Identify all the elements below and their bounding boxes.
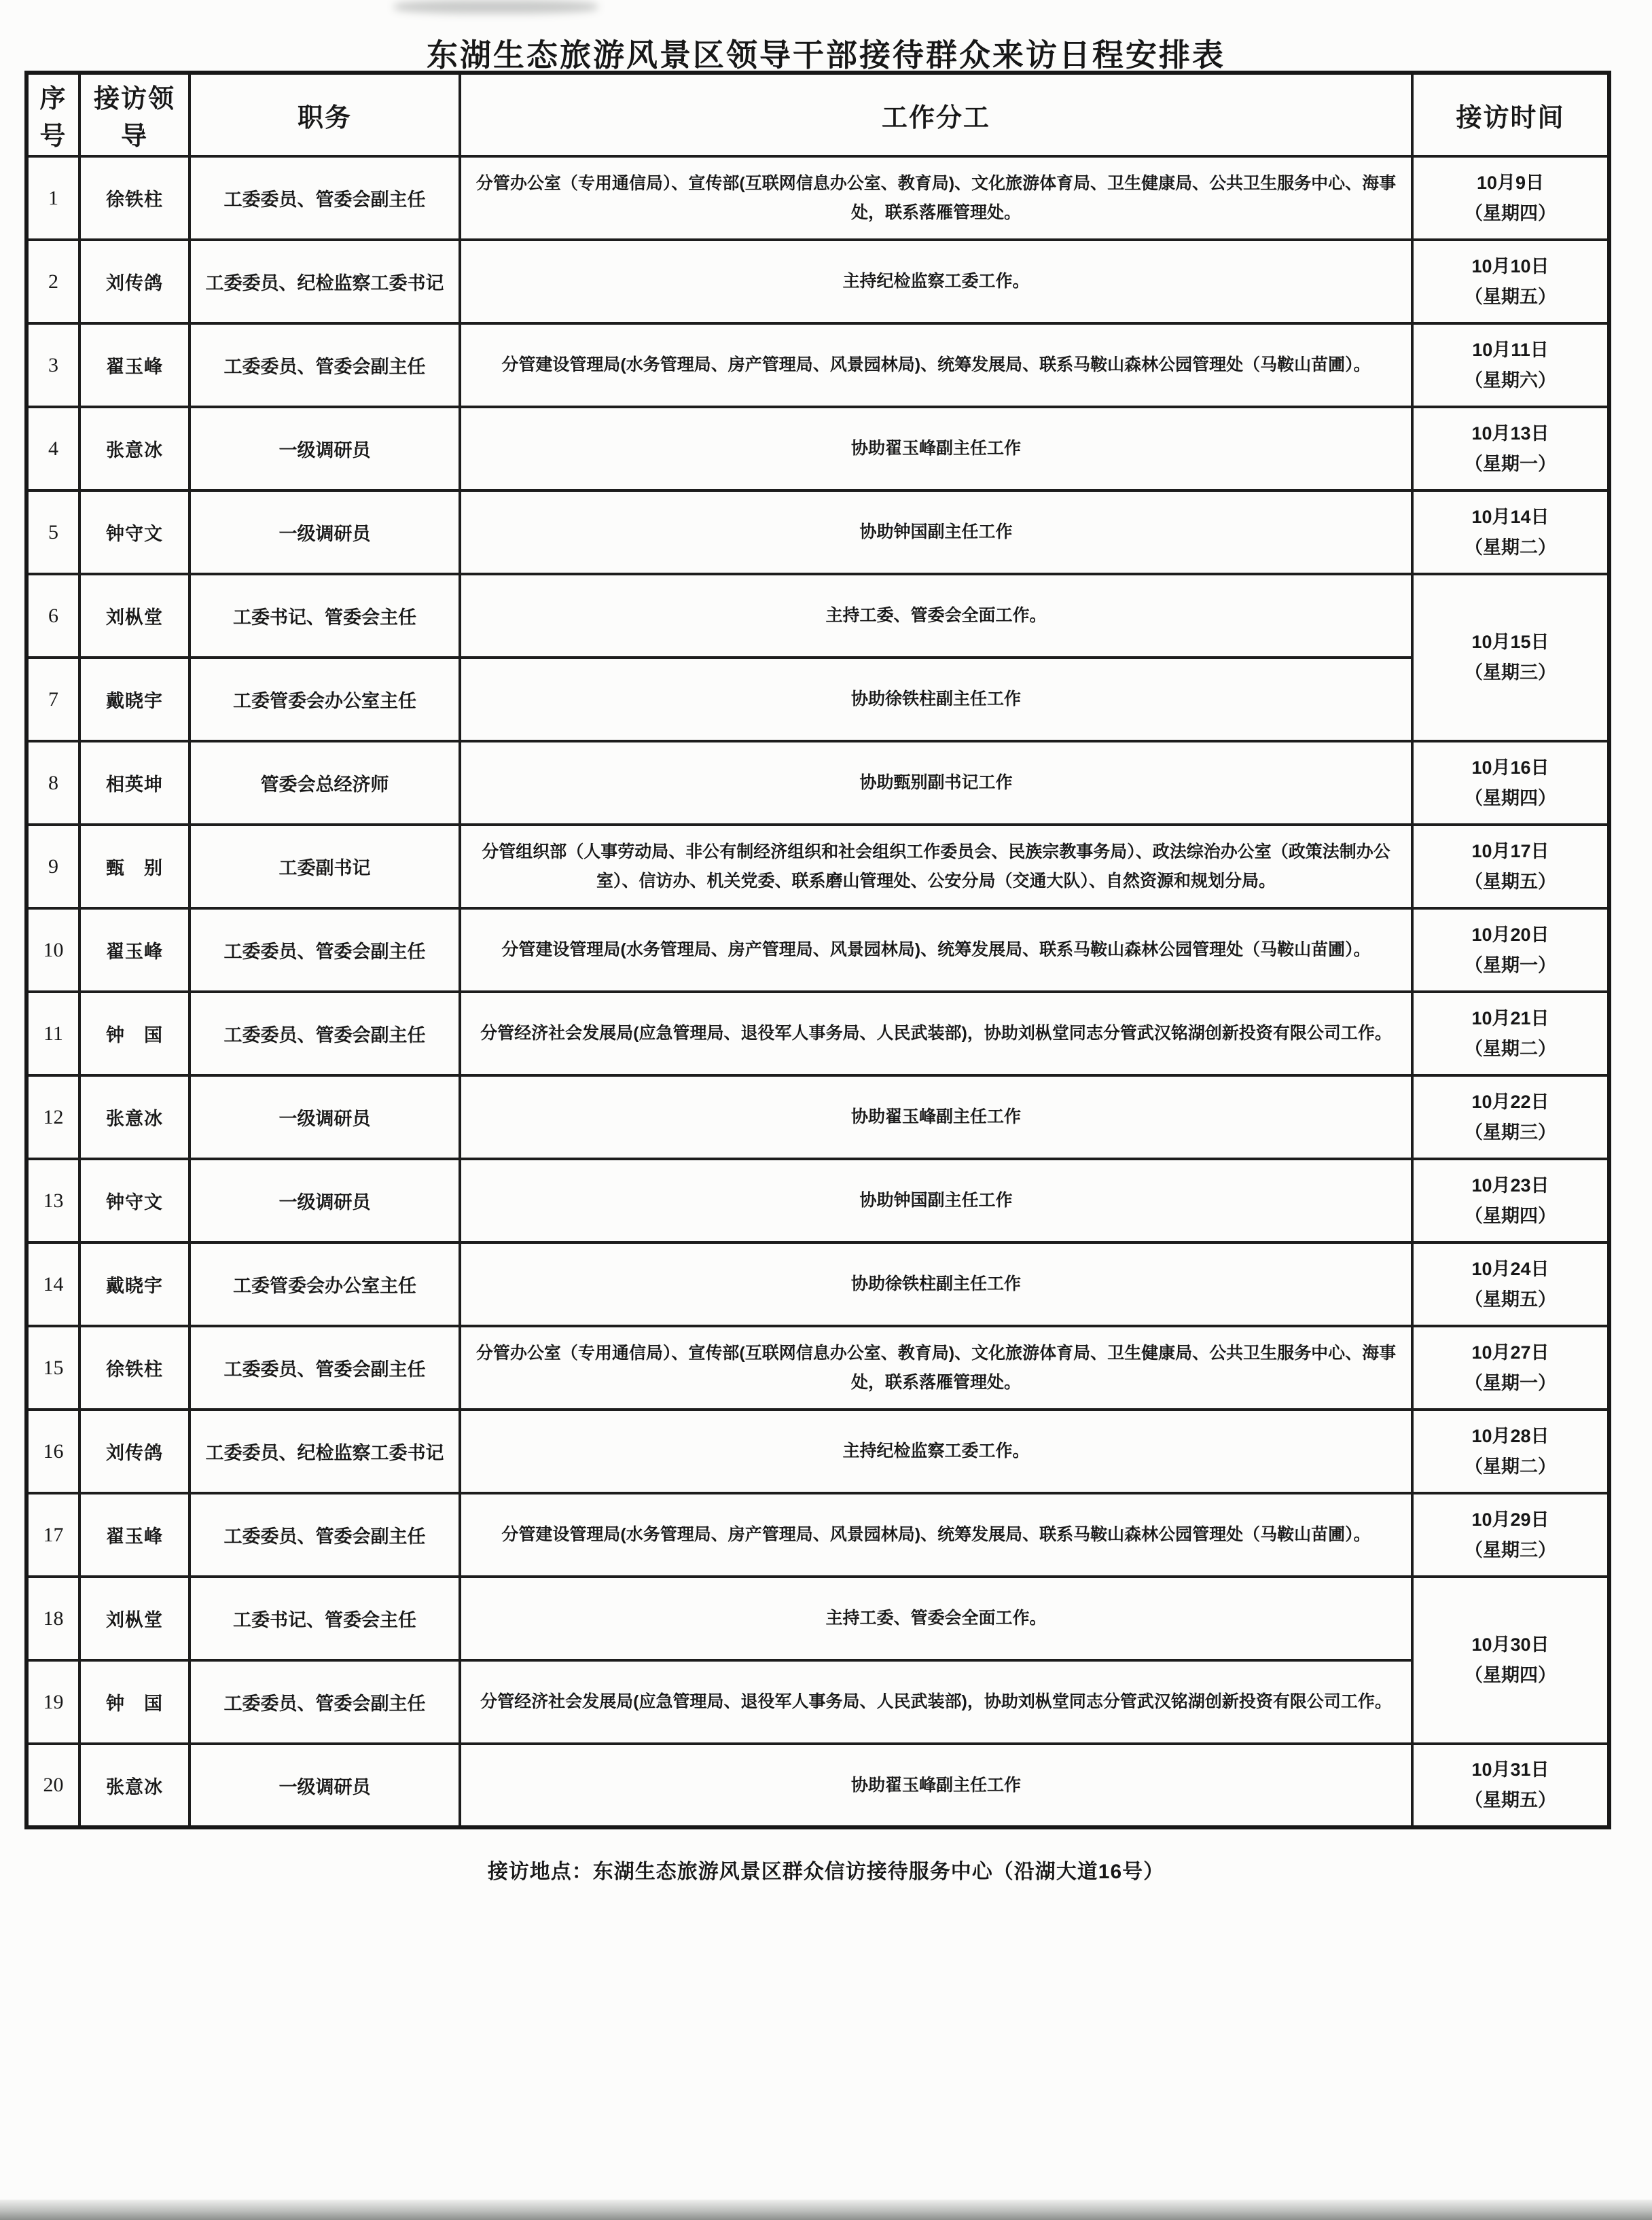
cell-leader: 张意冰 xyxy=(79,1075,190,1159)
table-row xyxy=(26,741,1609,825)
cell-position: 工委委员、管委会副主任 xyxy=(190,992,460,1075)
visit-date: 10月21日 xyxy=(1471,1007,1549,1028)
visit-weekday: （星期五） xyxy=(1465,286,1556,307)
cell-position: 管委会总经济师 xyxy=(190,741,460,825)
visit-weekday: （星期三） xyxy=(1465,1122,1556,1143)
cell-duty: 协助甄别副书记工作 xyxy=(460,741,1412,825)
visit-date: 10月24日 xyxy=(1471,1258,1549,1279)
cell-position: 一级调研员 xyxy=(190,1075,460,1159)
table-row xyxy=(26,825,1609,908)
cell-position: 工委管委会办公室主任 xyxy=(190,1242,460,1326)
cell-time-merged xyxy=(1412,574,1609,741)
visit-date: 10月31日 xyxy=(1471,1759,1549,1780)
cell-position: 工委委员、管委会副主任 xyxy=(190,156,460,240)
cell-leader: 徐铁柱 xyxy=(79,1326,190,1410)
scan-artifact-smudge xyxy=(394,0,598,14)
cell-duty: 分管建设管理局(水务管理局、房产管理局、风景园林局)、统筹发展局、联系马鞍山森林公园管理处（马鞍山苗圃）。 xyxy=(460,1493,1412,1577)
scan-edge-band xyxy=(0,2200,1652,2220)
footer-location: 接访地点：东湖生态旅游风景区群众信访接待服务中心（沿湖大道16号） xyxy=(487,1861,1165,1883)
cell-time xyxy=(1412,323,1609,407)
cell-time xyxy=(1412,240,1609,323)
col-header-position: 职务 xyxy=(190,73,460,156)
visit-weekday: （星期四） xyxy=(1465,787,1556,808)
table-row xyxy=(26,156,1609,240)
cell-no: 18 xyxy=(26,1577,79,1660)
cell-position: 工委委员、纪检监察工委书记 xyxy=(190,240,460,323)
cell-no: 17 xyxy=(26,1493,79,1577)
visit-weekday: （星期四） xyxy=(1465,202,1556,223)
table-row xyxy=(26,1577,1609,1660)
cell-leader: 钟 国 xyxy=(79,1660,190,1744)
table-row xyxy=(26,407,1609,490)
visit-date: 10月16日 xyxy=(1471,757,1549,778)
cell-leader: 张意冰 xyxy=(79,1744,190,1827)
visit-date: 10月10日 xyxy=(1471,255,1549,276)
cell-position: 工委委员、纪检监察工委书记 xyxy=(190,1410,460,1493)
cell-no: 12 xyxy=(26,1075,79,1159)
cell-position: 一级调研员 xyxy=(190,407,460,490)
cell-time xyxy=(1412,1410,1609,1493)
cell-duty: 分管经济社会发展局(应急管理局、退役军人事务局、人民武装部)，协助刘枞堂同志分管武汉铭湖创新投资有限公司工作。 xyxy=(460,992,1412,1075)
cell-leader: 钟 国 xyxy=(79,992,190,1075)
visit-weekday: （星期二） xyxy=(1465,537,1556,558)
visit-date: 10月23日 xyxy=(1471,1175,1549,1196)
cell-leader: 刘枞堂 xyxy=(79,574,190,658)
cell-leader: 翟玉峰 xyxy=(79,323,190,407)
cell-leader: 张意冰 xyxy=(79,407,190,490)
visit-date: 10月27日 xyxy=(1471,1342,1549,1363)
cell-position: 工委委员、管委会副主任 xyxy=(190,323,460,407)
cell-no: 5 xyxy=(26,490,79,574)
visit-date: 10月17日 xyxy=(1471,840,1549,861)
table-row xyxy=(26,1242,1609,1326)
cell-position: 工委委员、管委会副主任 xyxy=(190,1326,460,1410)
visit-weekday: （星期二） xyxy=(1465,1038,1556,1059)
visit-weekday: （星期五） xyxy=(1465,871,1556,892)
cell-time xyxy=(1412,156,1609,240)
cell-duty: 分管组织部（人事劳动局、非公有制经济组织和社会组织工作委员会、民族宗教事务局）、政法综治办公室（政策法制办公室）、信访办、机关党委、联系磨山管理处、公安分局（交通大队）、自然资源和规划分局。 xyxy=(460,825,1412,908)
cell-duty: 协助徐铁柱副主任工作 xyxy=(460,658,1412,741)
cell-duty: 分管建设管理局(水务管理局、房产管理局、风景园林局)、统筹发展局、联系马鞍山森林公园管理处（马鞍山苗圃）。 xyxy=(460,323,1412,407)
cell-time xyxy=(1412,1326,1609,1410)
cell-no: 15 xyxy=(26,1326,79,1410)
table-row xyxy=(26,240,1609,323)
visit-weekday: （星期一） xyxy=(1465,1372,1556,1393)
cell-no: 1 xyxy=(26,156,79,240)
visit-weekday: （星期二） xyxy=(1465,1456,1556,1477)
col-header-no: 序号 xyxy=(26,73,79,156)
cell-position: 工委书记、管委会主任 xyxy=(190,1577,460,1660)
cell-time xyxy=(1412,1493,1609,1577)
cell-duty: 协助翟玉峰副主任工作 xyxy=(460,1075,1412,1159)
visit-date: 10月9日 xyxy=(1476,172,1545,193)
cell-no: 7 xyxy=(26,658,79,741)
table-row xyxy=(26,1159,1609,1242)
visit-weekday: （星期一） xyxy=(1465,954,1556,975)
cell-leader: 刘传鸽 xyxy=(79,1410,190,1493)
cell-duty: 分管建设管理局(水务管理局、房产管理局、风景园林局)、统筹发展局、联系马鞍山森林公园管理处（马鞍山苗圃）。 xyxy=(460,908,1412,992)
table-row xyxy=(26,1660,1609,1744)
cell-position: 工委委员、管委会副主任 xyxy=(190,1493,460,1577)
cell-time xyxy=(1412,490,1609,574)
cell-position: 一级调研员 xyxy=(190,490,460,574)
visit-weekday: （星期三） xyxy=(1465,1539,1556,1560)
cell-duty: 分管办公室（专用通信局）、宣传部(互联网信息办公室、教育局)、文化旅游体育局、卫生健康局、公共卫生服务中心、海事处，联系落雁管理处。 xyxy=(460,156,1412,240)
visit-weekday: （星期六） xyxy=(1465,370,1556,391)
cell-no: 6 xyxy=(26,574,79,658)
cell-no: 19 xyxy=(26,1660,79,1744)
visit-weekday: （星期五） xyxy=(1465,1790,1556,1810)
cell-no: 11 xyxy=(26,992,79,1075)
visit-weekday: （星期四） xyxy=(1465,1205,1556,1226)
cell-duty: 协助徐铁柱副主任工作 xyxy=(460,1242,1412,1326)
table-row xyxy=(26,658,1609,741)
visit-date: 10月15日 xyxy=(1471,632,1549,653)
table-row xyxy=(26,1075,1609,1159)
cell-position: 工委书记、管委会主任 xyxy=(190,574,460,658)
cell-duty: 分管经济社会发展局(应急管理局、退役军人事务局、人民武装部)，协助刘枞堂同志分管武汉铭湖创新投资有限公司工作。 xyxy=(460,1660,1412,1744)
page-title: 东湖生态旅游风景区领导干部接待群众来访日程安排表 xyxy=(427,37,1225,73)
table-row xyxy=(26,1410,1609,1493)
cell-leader: 戴晓宇 xyxy=(79,658,190,741)
visit-date: 10月20日 xyxy=(1471,924,1549,945)
cell-leader: 相英坤 xyxy=(79,741,190,825)
cell-position: 工委管委会办公室主任 xyxy=(190,658,460,741)
reception-schedule-table xyxy=(24,71,1611,1829)
cell-time xyxy=(1412,1159,1609,1242)
visit-weekday: （星期三） xyxy=(1465,662,1556,683)
table-row xyxy=(26,908,1609,992)
cell-duty: 协助钟国副主任工作 xyxy=(460,1159,1412,1242)
cell-time xyxy=(1412,741,1609,825)
visit-date: 10月29日 xyxy=(1471,1509,1549,1530)
cell-duty: 主持工委、管委会全面工作。 xyxy=(460,1577,1412,1660)
cell-leader: 钟守文 xyxy=(79,1159,190,1242)
cell-no: 13 xyxy=(26,1159,79,1242)
col-header-duty: 工作分工 xyxy=(460,73,1412,156)
table-row xyxy=(26,1326,1609,1410)
visit-date: 10月14日 xyxy=(1471,506,1549,527)
cell-time-merged xyxy=(1412,1577,1609,1744)
table-row xyxy=(26,992,1609,1075)
cell-leader: 刘枞堂 xyxy=(79,1577,190,1660)
visit-weekday: （星期四） xyxy=(1465,1665,1556,1685)
cell-duty: 协助钟国副主任工作 xyxy=(460,490,1412,574)
cell-duty: 主持工委、管委会全面工作。 xyxy=(460,574,1412,658)
cell-time xyxy=(1412,825,1609,908)
cell-leader: 徐铁柱 xyxy=(79,156,190,240)
cell-duty: 主持纪检监察工委工作。 xyxy=(460,240,1412,323)
cell-no: 16 xyxy=(26,1410,79,1493)
cell-time xyxy=(1412,1242,1609,1326)
cell-leader: 刘传鸽 xyxy=(79,240,190,323)
col-header-time: 接访时间 xyxy=(1412,73,1609,156)
cell-time xyxy=(1412,1744,1609,1827)
cell-position: 工委副书记 xyxy=(190,825,460,908)
cell-no: 8 xyxy=(26,741,79,825)
cell-no: 2 xyxy=(26,240,79,323)
cell-leader: 甄 别 xyxy=(79,825,190,908)
cell-no: 4 xyxy=(26,407,79,490)
visit-date: 10月30日 xyxy=(1471,1634,1549,1655)
cell-leader: 翟玉峰 xyxy=(79,908,190,992)
visit-date: 10月13日 xyxy=(1471,423,1549,444)
cell-time xyxy=(1412,908,1609,992)
cell-time xyxy=(1412,1075,1609,1159)
cell-time xyxy=(1412,407,1609,490)
cell-duty: 分管办公室（专用通信局）、宣传部(互联网信息办公室、教育局)、文化旅游体育局、卫生健康局、公共卫生服务中心、海事处，联系落雁管理处。 xyxy=(460,1326,1412,1410)
cell-no: 3 xyxy=(26,323,79,407)
table-row xyxy=(26,1493,1609,1577)
cell-leader: 翟玉峰 xyxy=(79,1493,190,1577)
cell-duty: 主持纪检监察工委工作。 xyxy=(460,1410,1412,1493)
visit-weekday: （星期一） xyxy=(1465,453,1556,474)
cell-time xyxy=(1412,992,1609,1075)
cell-position: 一级调研员 xyxy=(190,1744,460,1827)
cell-no: 14 xyxy=(26,1242,79,1326)
col-header-leader: 接访领导 xyxy=(79,73,190,156)
header-row xyxy=(26,73,1609,156)
table-row xyxy=(26,1744,1609,1827)
cell-position: 工委委员、管委会副主任 xyxy=(190,1660,460,1744)
cell-leader: 戴晓宇 xyxy=(79,1242,190,1326)
visit-date: 10月11日 xyxy=(1472,339,1549,360)
cell-no: 9 xyxy=(26,825,79,908)
cell-duty: 协助翟玉峰副主任工作 xyxy=(460,1744,1412,1827)
cell-position: 一级调研员 xyxy=(190,1159,460,1242)
cell-duty: 协助翟玉峰副主任工作 xyxy=(460,407,1412,490)
visit-date: 10月28日 xyxy=(1471,1425,1549,1446)
visit-date: 10月22日 xyxy=(1471,1091,1549,1112)
cell-position: 工委委员、管委会副主任 xyxy=(190,908,460,992)
visit-weekday: （星期五） xyxy=(1465,1289,1556,1310)
cell-no: 10 xyxy=(26,908,79,992)
cell-leader: 钟守文 xyxy=(79,490,190,574)
table-row xyxy=(26,490,1609,574)
table-row xyxy=(26,323,1609,407)
cell-no: 20 xyxy=(26,1744,79,1827)
table-row xyxy=(26,574,1609,658)
